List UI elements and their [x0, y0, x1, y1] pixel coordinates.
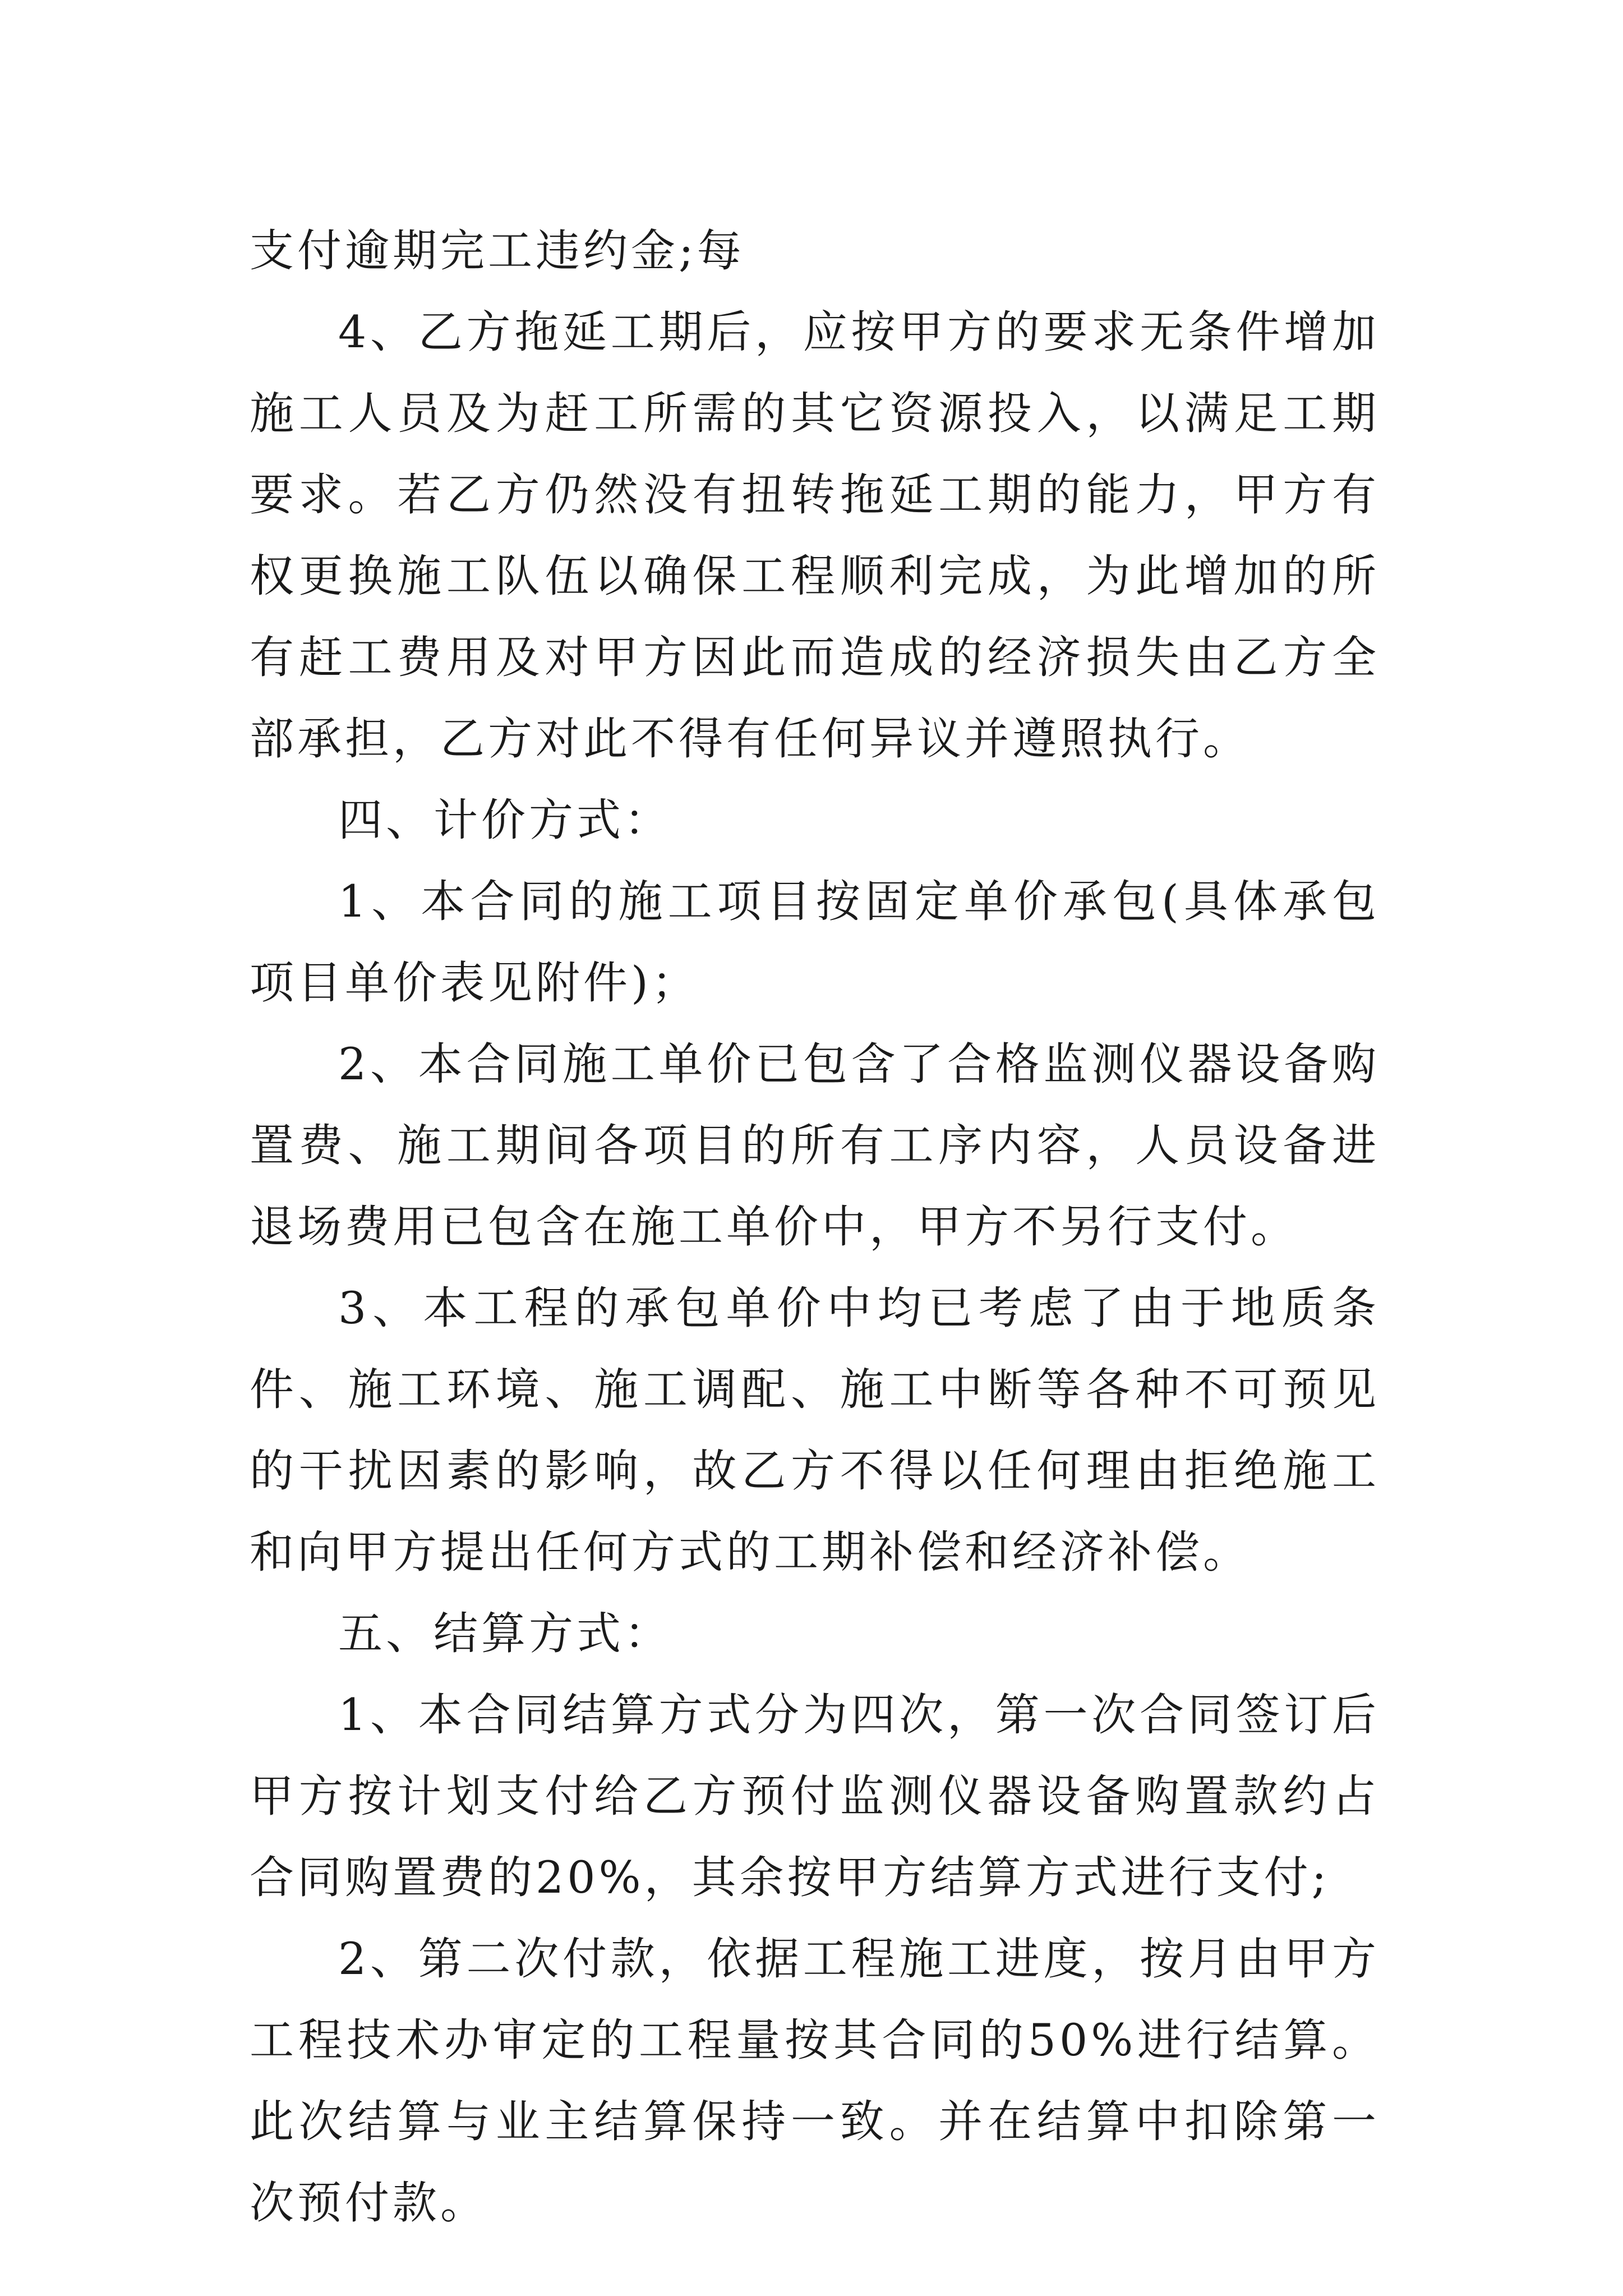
paragraph-pricing-3: 3、本工程的承包单价中均已考虑了由于地质条件、施工环境、施工调配、施工中断等各种不可预见的干扰因素的影响，故乙方不得以任何理由拒绝施工和向甲方提出任何方式的工期补偿和经济补偿。 [250, 1282, 1380, 1578]
paragraph-clause-4-delay: 4、乙方拖延工期后，应按甲方的要求无条件增加施工人员及为赶工所需的其它资源投入，以满足工期要求。若乙方仍然没有扭转拖延工期的能力，甲方有权更换施工队伍以确保工程顺利完成，为此增加的所有赶工费用及对甲方因此而造成的经济损失由乙方全部承担，乙方对此不得有任何异议并遵照执行。 [250, 306, 1380, 765]
section-heading-pricing: 四、计价方式： [338, 794, 672, 846]
document-body [250, 210, 1380, 2244]
paragraph-pricing-2: 2、本合同施工单价已包含了合格监测仪器设备购置费、施工期间各项目的所有工序内容，人员设备进退场费用已包含在施工单价中，甲方不另行支付。 [250, 1038, 1380, 1253]
paragraph-continuation: 支付逾期完工违约金;每 [250, 225, 745, 277]
paragraph-pricing-1: 1、本合同的施工项目按固定单价承包(具体承包项目单价表见附件)； [250, 876, 1380, 1009]
paragraph-settlement-2: 2、第二次付款，依据工程施工进度，按月由甲方工程技术办审定的工程量按其合同的50%进行结算。此次结算与业主结算保持一致。并在结算中扣除第一次预付款。 [250, 1933, 1380, 2229]
section-heading-settlement: 五、结算方式： [338, 1608, 672, 1659]
paragraph-settlement-1: 1、本合同结算方式分为四次，第一次合同签订后甲方按计划支付给乙方预付监测仪器设备购置款约占合同购置费的20%，其余按甲方结算方式进行支付; [250, 1689, 1380, 1903]
